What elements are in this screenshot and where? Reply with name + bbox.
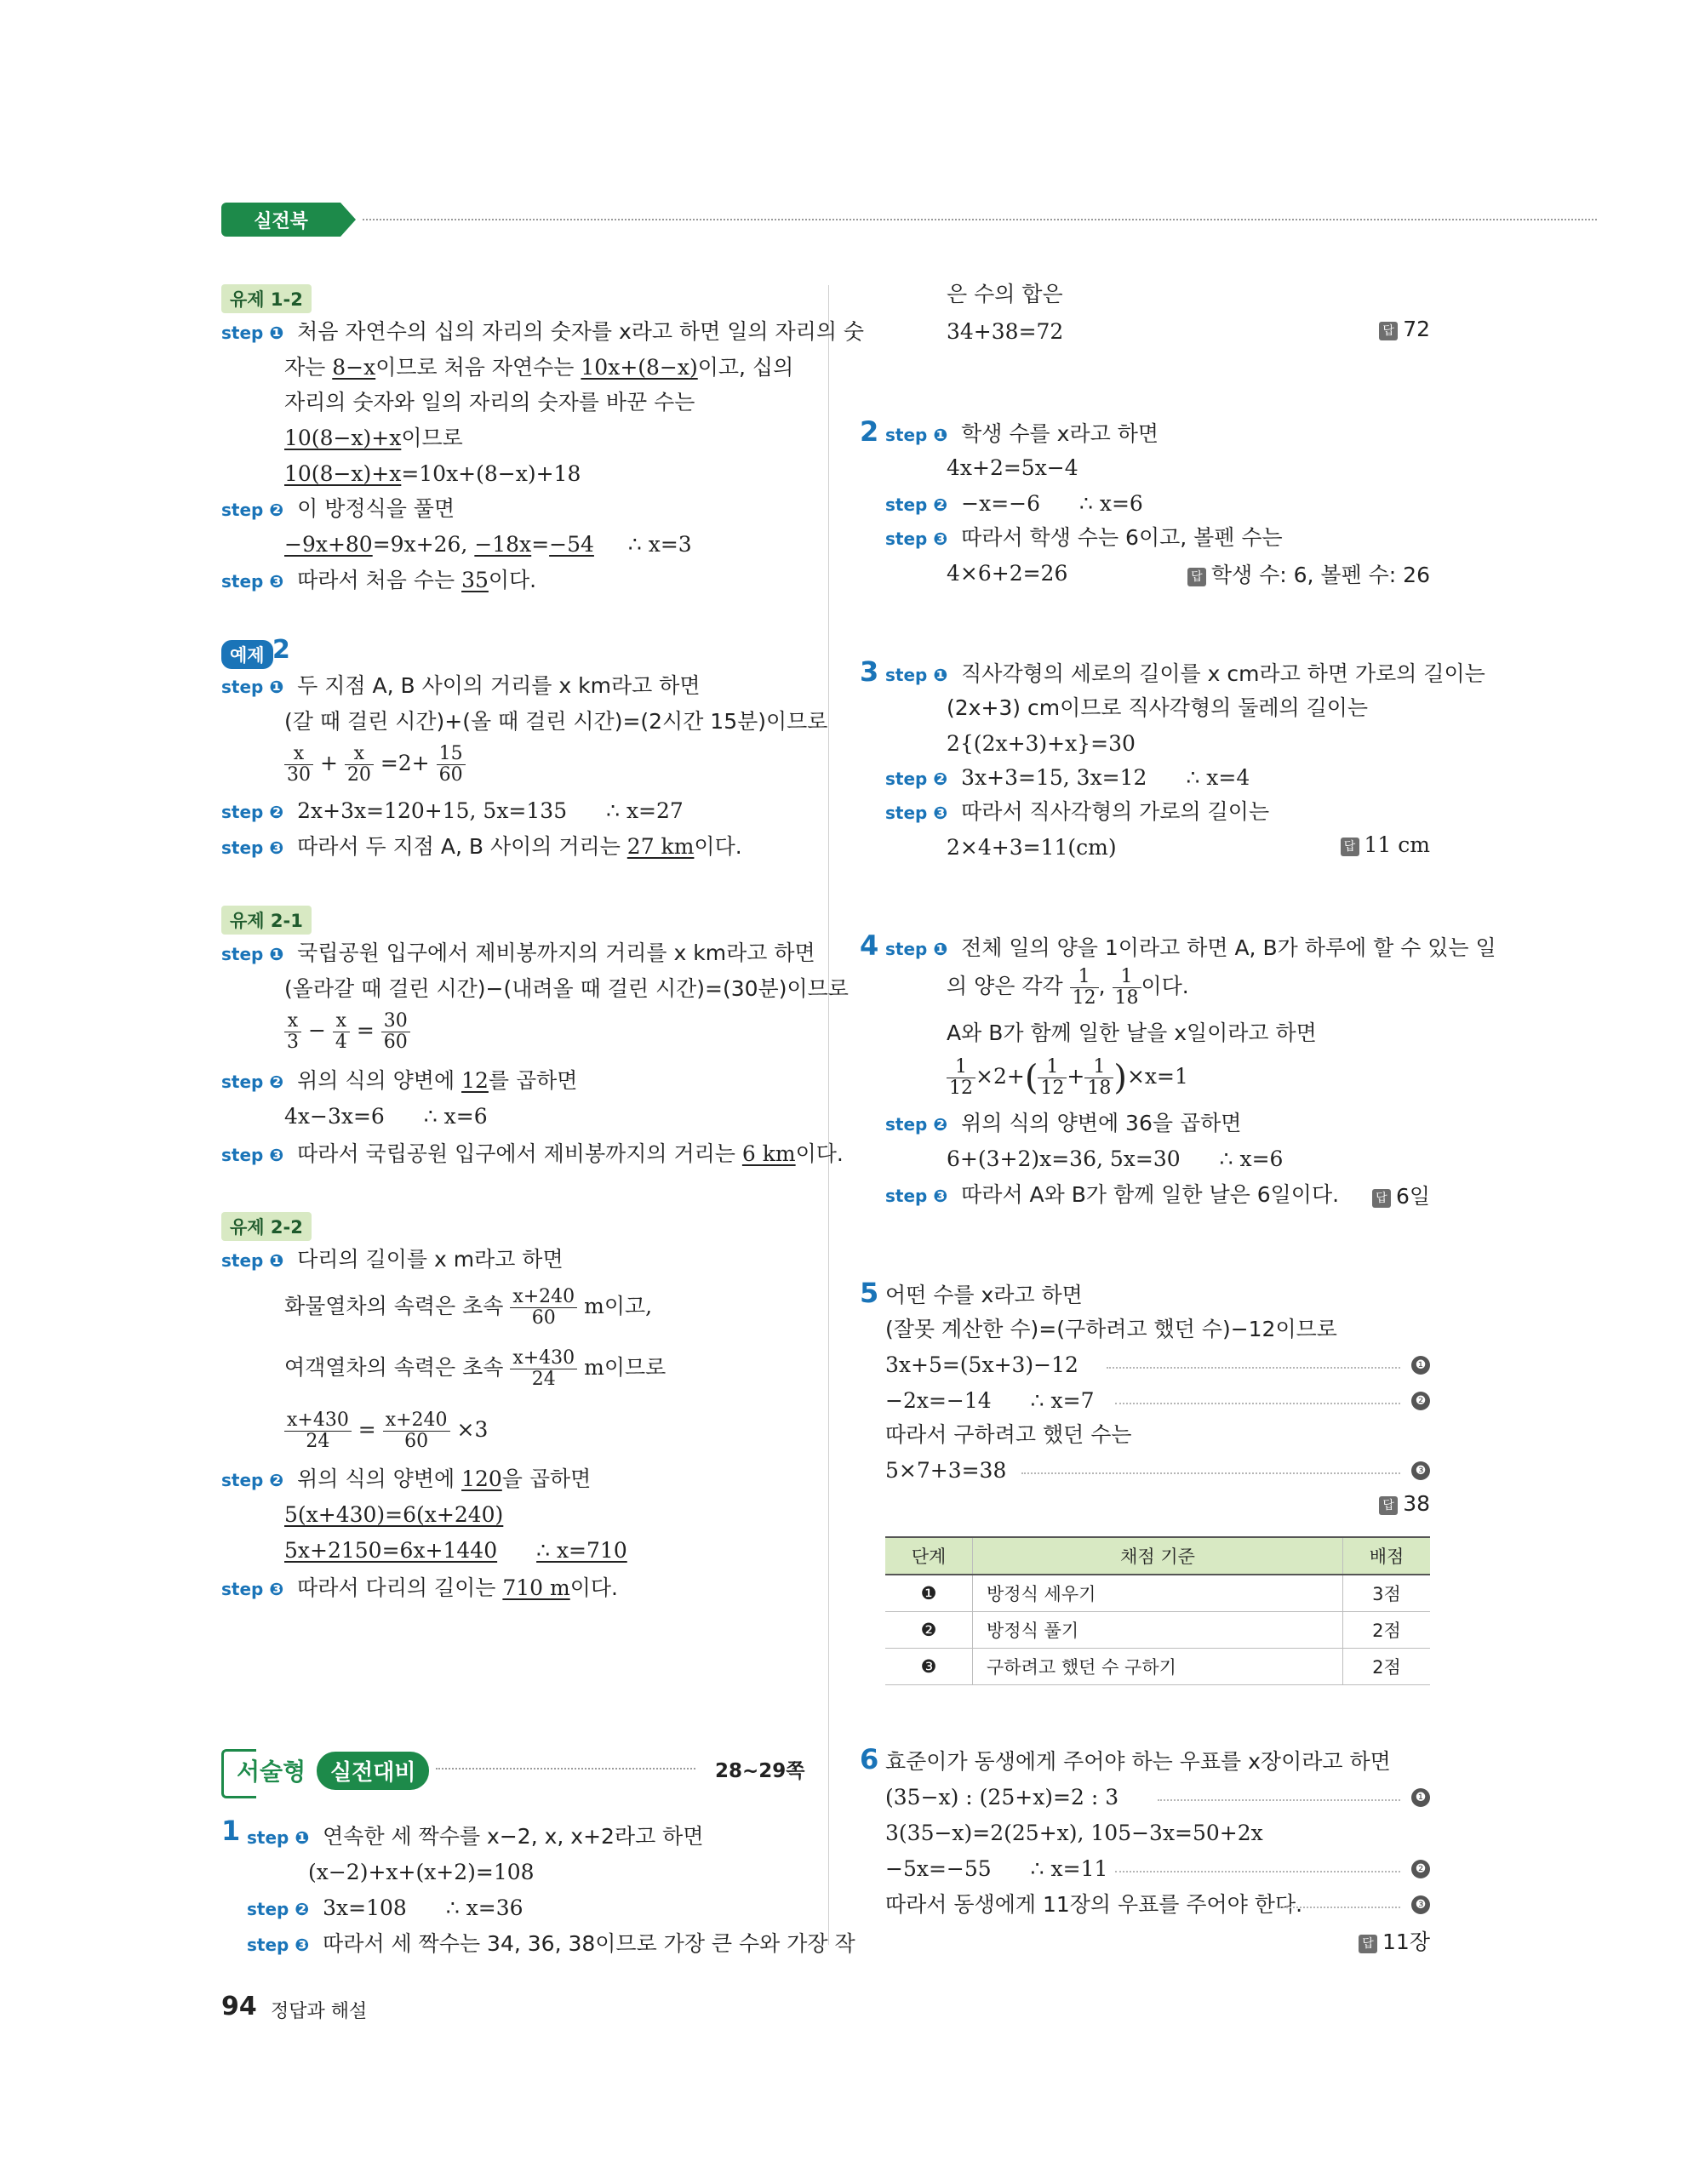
u22-line6: 5(x+430)=6(x+240)	[284, 1502, 504, 1527]
problem-number-5: 5	[860, 1277, 879, 1309]
table-cell: 2점	[1343, 1612, 1431, 1649]
u12-step2: step ❷ 이 방정식을 풀면	[221, 496, 455, 521]
p5-line1: 어떤 수를 x라고 하면	[885, 1283, 1083, 1307]
badge-u12: 유제 1-2	[221, 284, 312, 313]
u21-step2: step ❷ 위의 식의 양변에 12를 곱하면	[221, 1068, 578, 1093]
dot-leader	[1021, 1472, 1400, 1474]
fraction: $\frac{15}{60}$	[437, 744, 466, 786]
table-cell: ❶	[885, 1575, 973, 1612]
u12-step3: step ❸ 따라서 처음 수는 35이다.	[221, 568, 537, 592]
text: 처음 자연수의 십의 자리의 숫자를 x라고 하면 일의 자리의 숫	[297, 319, 865, 344]
answer-p1: 답 72	[1379, 317, 1430, 341]
fraction: $\frac{30}{60}$	[381, 1011, 410, 1053]
p4-line3: A와 B가 함께 일한 날을 x일이라고 하면	[947, 1021, 1317, 1045]
ex2-line2: (갈 때 걸린 시간)+(올 때 걸린 시간)=(2시간 15분)이므로	[284, 709, 828, 734]
answer-icon: 답	[1379, 322, 1398, 340]
dot-leader	[1115, 1871, 1400, 1872]
p5-line6: 5×7+3=38	[885, 1458, 1007, 1483]
table-row	[885, 1649, 1430, 1685]
p1-line2: (x−2)+x+(x+2)=108	[308, 1860, 535, 1884]
badge-u21: 유제 2-1	[221, 906, 312, 935]
footer-text: 정답과 해설	[271, 2001, 368, 2022]
fraction: $\frac{x}{30}$	[284, 744, 313, 786]
p1-step2: step ❷ 3x=108 ∴ x=36	[247, 1895, 523, 1920]
u22-equation: $\frac{x+430}{24}$ = $\frac{x+240}{60}$ ×3	[284, 1409, 488, 1452]
table-cell: 방정식 세우기	[973, 1575, 1343, 1612]
fraction: $\frac{x+430}{24}$	[510, 1348, 577, 1390]
u21-line2: (올라갈 때 걸린 시간)−(내려올 때 걸린 시간)=(30분)이므로	[284, 976, 849, 1001]
fraction: $\frac{1}{12}$	[1070, 967, 1099, 1009]
table-cell: 2점	[1343, 1649, 1431, 1685]
marker-2: ❷	[1411, 1860, 1430, 1878]
fraction: $\frac{1}{12}$	[947, 1057, 975, 1099]
p3-line2: (2x+3) cm이므로 직사각형의 둘레의 길이는	[947, 695, 1369, 720]
table-header-row	[885, 1537, 1430, 1575]
table-cell: ❸	[885, 1649, 973, 1685]
badge-u22: 유제 2-2	[221, 1212, 312, 1241]
answer-p6: 답 11장	[1359, 1925, 1430, 1956]
p4-step2: step ❷ 위의 식의 양변에 36을 곱하면	[885, 1111, 1242, 1135]
p5-line2: (잘못 계산한 수)=(구하려고 했던 수)−12이므로	[885, 1317, 1337, 1341]
fraction: $\frac{x+240}{60}$	[383, 1410, 450, 1452]
p2-step1: step ❶ 학생 수를 x라고 하면	[885, 421, 1159, 446]
p1-cont-line2: 34+38=72	[947, 319, 1064, 344]
table-cell: 구하려고 했던 수 구하기	[973, 1649, 1343, 1685]
marker-3: ❸	[1411, 1461, 1430, 1480]
fraction: $\frac{x+430}{24}$	[284, 1410, 352, 1452]
section-dotted-rule	[436, 1768, 695, 1769]
p1-step3: step ❸ 따라서 세 짝수는 34, 36, 38이므로 가장 큰 수와 가장 작	[247, 1931, 855, 1956]
u22-step2: step ❷ 위의 식의 양변에 120을 곱하면	[221, 1466, 592, 1491]
step-label: step ❶	[221, 323, 284, 343]
p3-step1: step ❶ 직사각형의 세로의 길이를 x cm라고 하면 가로의 길이는	[885, 661, 1485, 686]
p5-line4: −2x=−14 ∴ x=7	[885, 1388, 1095, 1413]
u12-step1	[221, 317, 864, 348]
p4-step1: step ❶ 전체 일의 양을 1이라고 하면 A, B가 하루에 할 수 있는 일	[885, 935, 1496, 960]
p3-step3: step ❸ 따라서 직사각형의 가로의 길이는	[885, 799, 1270, 824]
u22-step3: step ❸ 따라서 다리의 길이는 710 m이다.	[221, 1575, 618, 1600]
problem-number-3: 3	[860, 655, 879, 688]
p6-line5: 따라서 동생에게 11장의 우표를 주어야 한다.	[885, 1892, 1303, 1917]
dot-leader	[1107, 1367, 1400, 1369]
p4-equation: $\frac{1}{12}$ ×2+( $\frac{1}{12}$ + $\frac{1}{18}$ )×x=1	[947, 1055, 1188, 1100]
fraction: $\frac{x+240}{60}$	[510, 1287, 577, 1329]
u12-line3: 자리의 숫자와 일의 자리의 숫자를 바꾼 수는	[284, 390, 695, 415]
p4-step3: step ❸ 따라서 A와 B가 함께 일한 날은 6일이다.	[885, 1182, 1340, 1207]
p5-line5: 따라서 구하려고 했던 수는	[885, 1422, 1132, 1447]
table-cell: ❷	[885, 1612, 973, 1649]
problem-number-2: 2	[860, 415, 879, 448]
table-row	[885, 1612, 1430, 1649]
marker-1: ❶	[1411, 1356, 1430, 1375]
problem-number-6: 6	[860, 1743, 879, 1775]
col-header: 배점	[1343, 1537, 1431, 1575]
marker-1: ❶	[1411, 1788, 1430, 1807]
p2-line2: 4x+2=5x−4	[947, 455, 1078, 480]
section-subtitle: 실전대비	[317, 1752, 429, 1790]
header-dotted-rule	[363, 219, 1597, 220]
answer-p2: 답 학생 수: 6, 볼펜 수: 26	[1187, 558, 1430, 589]
example-number: 2	[272, 635, 290, 665]
fraction: $\frac{x}{20}$	[345, 744, 374, 786]
u12-line5: 10(8−x)+x=10x+(8−x)+18	[284, 461, 581, 486]
p4-line6: 6+(3+2)x=36, 5x=30 ∴ x=6	[947, 1146, 1284, 1171]
p6-line1: 효준이가 동생에게 주어야 하는 우표를 x장이라고 하면	[885, 1749, 1391, 1774]
u12-line7: −9x+80=9x+26, −18x=−54 ∴ x=3	[284, 532, 692, 557]
u21-line5: 4x−3x=6 ∴ x=6	[284, 1104, 488, 1129]
dot-leader	[1277, 1907, 1400, 1908]
p5-line3: 3x+5=(5x+3)−12	[885, 1352, 1078, 1377]
marker-2: ❷	[1411, 1392, 1430, 1410]
p6-line4: −5x=−55 ∴ x=11	[885, 1856, 1108, 1881]
badge-example: 예제	[221, 640, 273, 669]
u22-line7: 5x+2150=6x+1440 ∴ x=710	[284, 1538, 627, 1563]
p6-line3: 3(35−x)=2(25+x), 105−3x=50+2x	[885, 1821, 1263, 1845]
u22-step1: step ❶ 다리의 길이를 x m라고 하면	[221, 1247, 564, 1272]
table-cell: 방정식 풀기	[973, 1612, 1343, 1649]
u22-line3: 여객열차의 속력은 초속 $\frac{x+430}{24}$ m이므로	[284, 1346, 667, 1390]
answer-p3: 답 11 cm	[1341, 832, 1430, 857]
fraction: $\frac{1}{18}$	[1084, 1057, 1113, 1099]
u21-step3: step ❸ 따라서 국립공원 입구에서 제비봉까지의 거리는 6 km이다.	[221, 1141, 844, 1166]
table-cell: 3점	[1343, 1575, 1431, 1612]
p3-step2: step ❷ 3x+3=15, 3x=12 ∴ x=4	[885, 765, 1250, 790]
page-number: 94	[221, 1992, 257, 2021]
tag-arrow	[340, 203, 356, 237]
dot-leader	[1158, 1799, 1400, 1801]
scoring-table	[885, 1536, 1430, 1685]
marker-3: ❸	[1411, 1895, 1430, 1914]
book-tag: 실전북	[221, 203, 340, 237]
fraction: $\frac{1}{18}$	[1113, 967, 1141, 1009]
table-row	[885, 1575, 1430, 1612]
ex2-equation: $\frac{x}{30}$ + $\frac{x}{20}$ =2+ $\frac{15}{60}$	[284, 742, 466, 786]
section-pages: 28~29쪽	[715, 1760, 805, 1782]
p1-step1: step ❶ 연속한 세 짝수를 x−2, x, x+2라고 하면	[247, 1824, 704, 1849]
p3-line3: 2{(2x+3)+x}=30	[947, 731, 1136, 756]
p3-line6: 2×4+3=11(cm)	[947, 835, 1117, 860]
fraction: $\frac{x}{3}$	[284, 1011, 301, 1053]
p2-line5: 4×6+2=26	[947, 561, 1068, 586]
col-header: 채점 기준	[973, 1537, 1343, 1575]
u12-line4: 10(8−x)+x이므로	[284, 426, 463, 450]
answer-p4: 답 6일	[1372, 1180, 1430, 1210]
col-header: 단계	[885, 1537, 973, 1575]
problem-number-1: 1	[221, 1815, 241, 1847]
ex2-step1: step ❶ 두 지점 A, B 사이의 거리를 x km라고 하면	[221, 673, 701, 698]
u21-step1: step ❶ 국립공원 입구에서 제비봉까지의 거리를 x km라고 하면	[221, 940, 815, 965]
p2-step3: step ❸ 따라서 학생 수는 6이고, 볼펜 수는	[885, 525, 1283, 550]
fraction: $\frac{1}{12}$	[1038, 1057, 1067, 1099]
problem-number-4: 4	[860, 929, 879, 962]
ex2-step2: step ❷ 2x+3x=120+15, 5x=135 ∴ x=27	[221, 798, 684, 823]
p6-line2: (35−x) : (25+x)=2 : 3	[885, 1785, 1119, 1810]
p2-step2: step ❷ −x=−6 ∴ x=6	[885, 491, 1143, 516]
dot-leader	[1115, 1403, 1400, 1404]
column-divider	[828, 285, 829, 1945]
ex2-step3: step ❸ 따라서 두 지점 A, B 사이의 거리는 27 km이다.	[221, 834, 742, 859]
u22-line2: 화물열차의 속력은 초속 $\frac{x+240}{60}$ m이고,	[284, 1285, 653, 1329]
u21-equation: $\frac{x}{3}$ − $\frac{x}{4}$ = $\frac{30}{60}$	[284, 1009, 410, 1053]
fraction: $\frac{x}{4}$	[333, 1011, 350, 1053]
u12-line2: 자는 8−x이므로 처음 자연수는 10x+(8−x)이고, 십의	[284, 355, 794, 380]
p1-cont-line1: 은 수의 합은	[947, 282, 1063, 306]
answer-p5: 답 38	[1379, 1491, 1430, 1516]
section-title: 서술형	[237, 1758, 306, 1786]
p4-line2: 의 양은 각각 $\frac{1}{12}$ , $\frac{1}{18}$ 이다.	[947, 965, 1189, 1009]
